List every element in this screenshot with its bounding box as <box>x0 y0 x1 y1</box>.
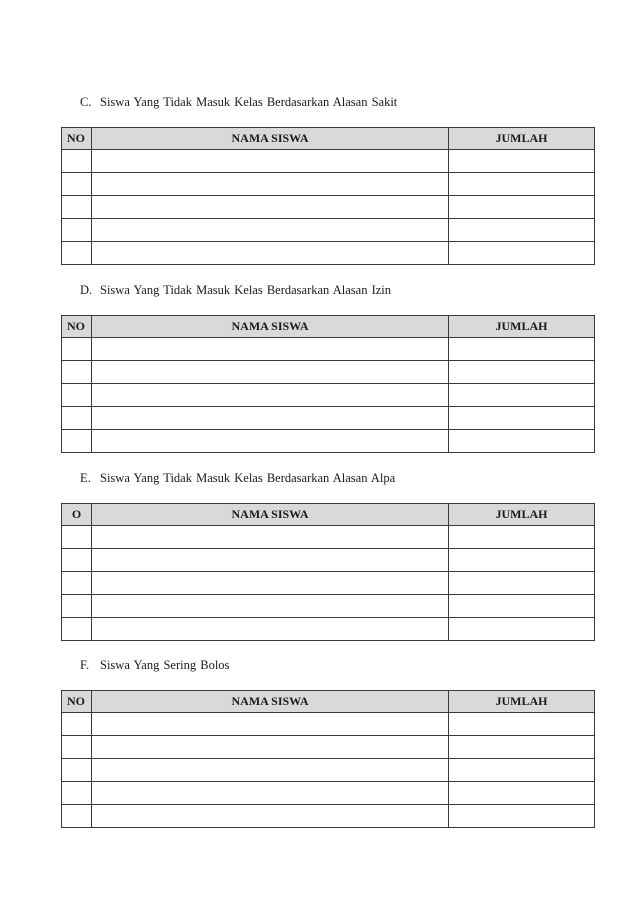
header-no: NO <box>62 128 92 150</box>
cell-name[interactable] <box>92 338 449 361</box>
cell-name[interactable] <box>92 219 449 242</box>
cell-no[interactable] <box>62 782 92 805</box>
cell-total[interactable] <box>449 618 595 641</box>
table-bolos <box>61 690 595 828</box>
cell-name[interactable] <box>92 242 449 265</box>
cell-total[interactable] <box>449 782 595 805</box>
cell-total[interactable] <box>449 526 595 549</box>
cell-no[interactable] <box>62 407 92 430</box>
cell-total[interactable] <box>449 361 595 384</box>
cell-total[interactable] <box>449 759 595 782</box>
cell-name[interactable] <box>92 196 449 219</box>
table-header-row <box>62 691 595 713</box>
section-letter: F. <box>80 658 90 672</box>
cell-total[interactable] <box>449 549 595 572</box>
cell-total[interactable] <box>449 595 595 618</box>
cell-total[interactable] <box>449 173 595 196</box>
cell-total[interactable] <box>449 196 595 219</box>
table-row <box>62 338 595 361</box>
cell-name[interactable] <box>92 805 449 828</box>
cell-name[interactable] <box>92 526 449 549</box>
table-row <box>62 242 595 265</box>
cell-no[interactable] <box>62 430 92 453</box>
header-no: NO <box>62 691 92 713</box>
table-row <box>62 736 595 759</box>
table-row <box>62 407 595 430</box>
cell-total[interactable] <box>449 242 595 265</box>
cell-name[interactable] <box>92 430 449 453</box>
cell-no[interactable] <box>62 595 92 618</box>
table-row <box>62 173 595 196</box>
cell-name[interactable] <box>92 736 449 759</box>
cell-total[interactable] <box>449 338 595 361</box>
cell-name[interactable] <box>92 361 449 384</box>
cell-name[interactable] <box>92 759 449 782</box>
cell-name[interactable] <box>92 549 449 572</box>
table-row <box>62 572 595 595</box>
table-alpa <box>61 503 595 641</box>
cell-name[interactable] <box>92 595 449 618</box>
header-no: NO <box>62 316 92 338</box>
header-no: O <box>62 504 92 526</box>
header-name: NAMA SISWA <box>92 504 449 526</box>
section-title: Siswa Yang Sering Bolos <box>100 658 230 672</box>
cell-name[interactable] <box>92 572 449 595</box>
cell-total[interactable] <box>449 713 595 736</box>
section-heading-izin <box>80 282 391 298</box>
cell-no[interactable] <box>62 361 92 384</box>
cell-name[interactable] <box>92 713 449 736</box>
section-letter: C. <box>80 95 92 109</box>
header-name: NAMA SISWA <box>92 128 449 150</box>
table-header-row <box>62 504 595 526</box>
cell-no[interactable] <box>62 526 92 549</box>
table-header-row <box>62 128 595 150</box>
cell-name[interactable] <box>92 384 449 407</box>
table-row <box>62 595 595 618</box>
table-izin <box>61 315 595 453</box>
cell-no[interactable] <box>62 338 92 361</box>
cell-no[interactable] <box>62 618 92 641</box>
table-row <box>62 549 595 572</box>
section-title: Siswa Yang Tidak Masuk Kelas Berdasarkan Alasan Alpa <box>100 471 396 485</box>
table-header-row <box>62 316 595 338</box>
table-row <box>62 805 595 828</box>
cell-total[interactable] <box>449 407 595 430</box>
cell-no[interactable] <box>62 384 92 407</box>
table-row <box>62 759 595 782</box>
table-row <box>62 219 595 242</box>
table-row <box>62 526 595 549</box>
cell-no[interactable] <box>62 805 92 828</box>
cell-no[interactable] <box>62 572 92 595</box>
section-title: Siswa Yang Tidak Masuk Kelas Berdasarkan Alasan Izin <box>100 283 392 297</box>
cell-total[interactable] <box>449 805 595 828</box>
header-name: NAMA SISWA <box>92 316 449 338</box>
table-sakit <box>61 127 595 265</box>
cell-no[interactable] <box>62 150 92 173</box>
cell-total[interactable] <box>449 736 595 759</box>
header-total: JUMLAH <box>449 504 595 526</box>
cell-total[interactable] <box>449 384 595 407</box>
cell-no[interactable] <box>62 736 92 759</box>
cell-no[interactable] <box>62 242 92 265</box>
cell-no[interactable] <box>62 196 92 219</box>
section-letter: E. <box>80 471 91 485</box>
cell-name[interactable] <box>92 618 449 641</box>
cell-total[interactable] <box>449 430 595 453</box>
cell-no[interactable] <box>62 219 92 242</box>
cell-no[interactable] <box>62 549 92 572</box>
header-total: JUMLAH <box>449 128 595 150</box>
cell-no[interactable] <box>62 713 92 736</box>
header-name: NAMA SISWA <box>92 691 449 713</box>
cell-total[interactable] <box>449 150 595 173</box>
cell-no[interactable] <box>62 173 92 196</box>
table-row <box>62 713 595 736</box>
section-title: Siswa Yang Tidak Masuk Kelas Berdasarkan Alasan Sakit <box>100 95 398 109</box>
section-heading-sakit <box>80 94 397 110</box>
cell-name[interactable] <box>92 173 449 196</box>
cell-total[interactable] <box>449 219 595 242</box>
table-row <box>62 430 595 453</box>
table-row <box>62 782 595 805</box>
cell-total[interactable] <box>449 572 595 595</box>
section-heading-alpa <box>80 470 395 486</box>
section-letter: D. <box>80 283 93 297</box>
table-row <box>62 384 595 407</box>
cell-name[interactable] <box>92 150 449 173</box>
cell-name[interactable] <box>92 407 449 430</box>
table-row <box>62 361 595 384</box>
table-row <box>62 150 595 173</box>
cell-no[interactable] <box>62 759 92 782</box>
header-total: JUMLAH <box>449 691 595 713</box>
table-row <box>62 196 595 219</box>
section-heading-bolos <box>80 657 229 673</box>
header-total: JUMLAH <box>449 316 595 338</box>
cell-name[interactable] <box>92 782 449 805</box>
table-row <box>62 618 595 641</box>
